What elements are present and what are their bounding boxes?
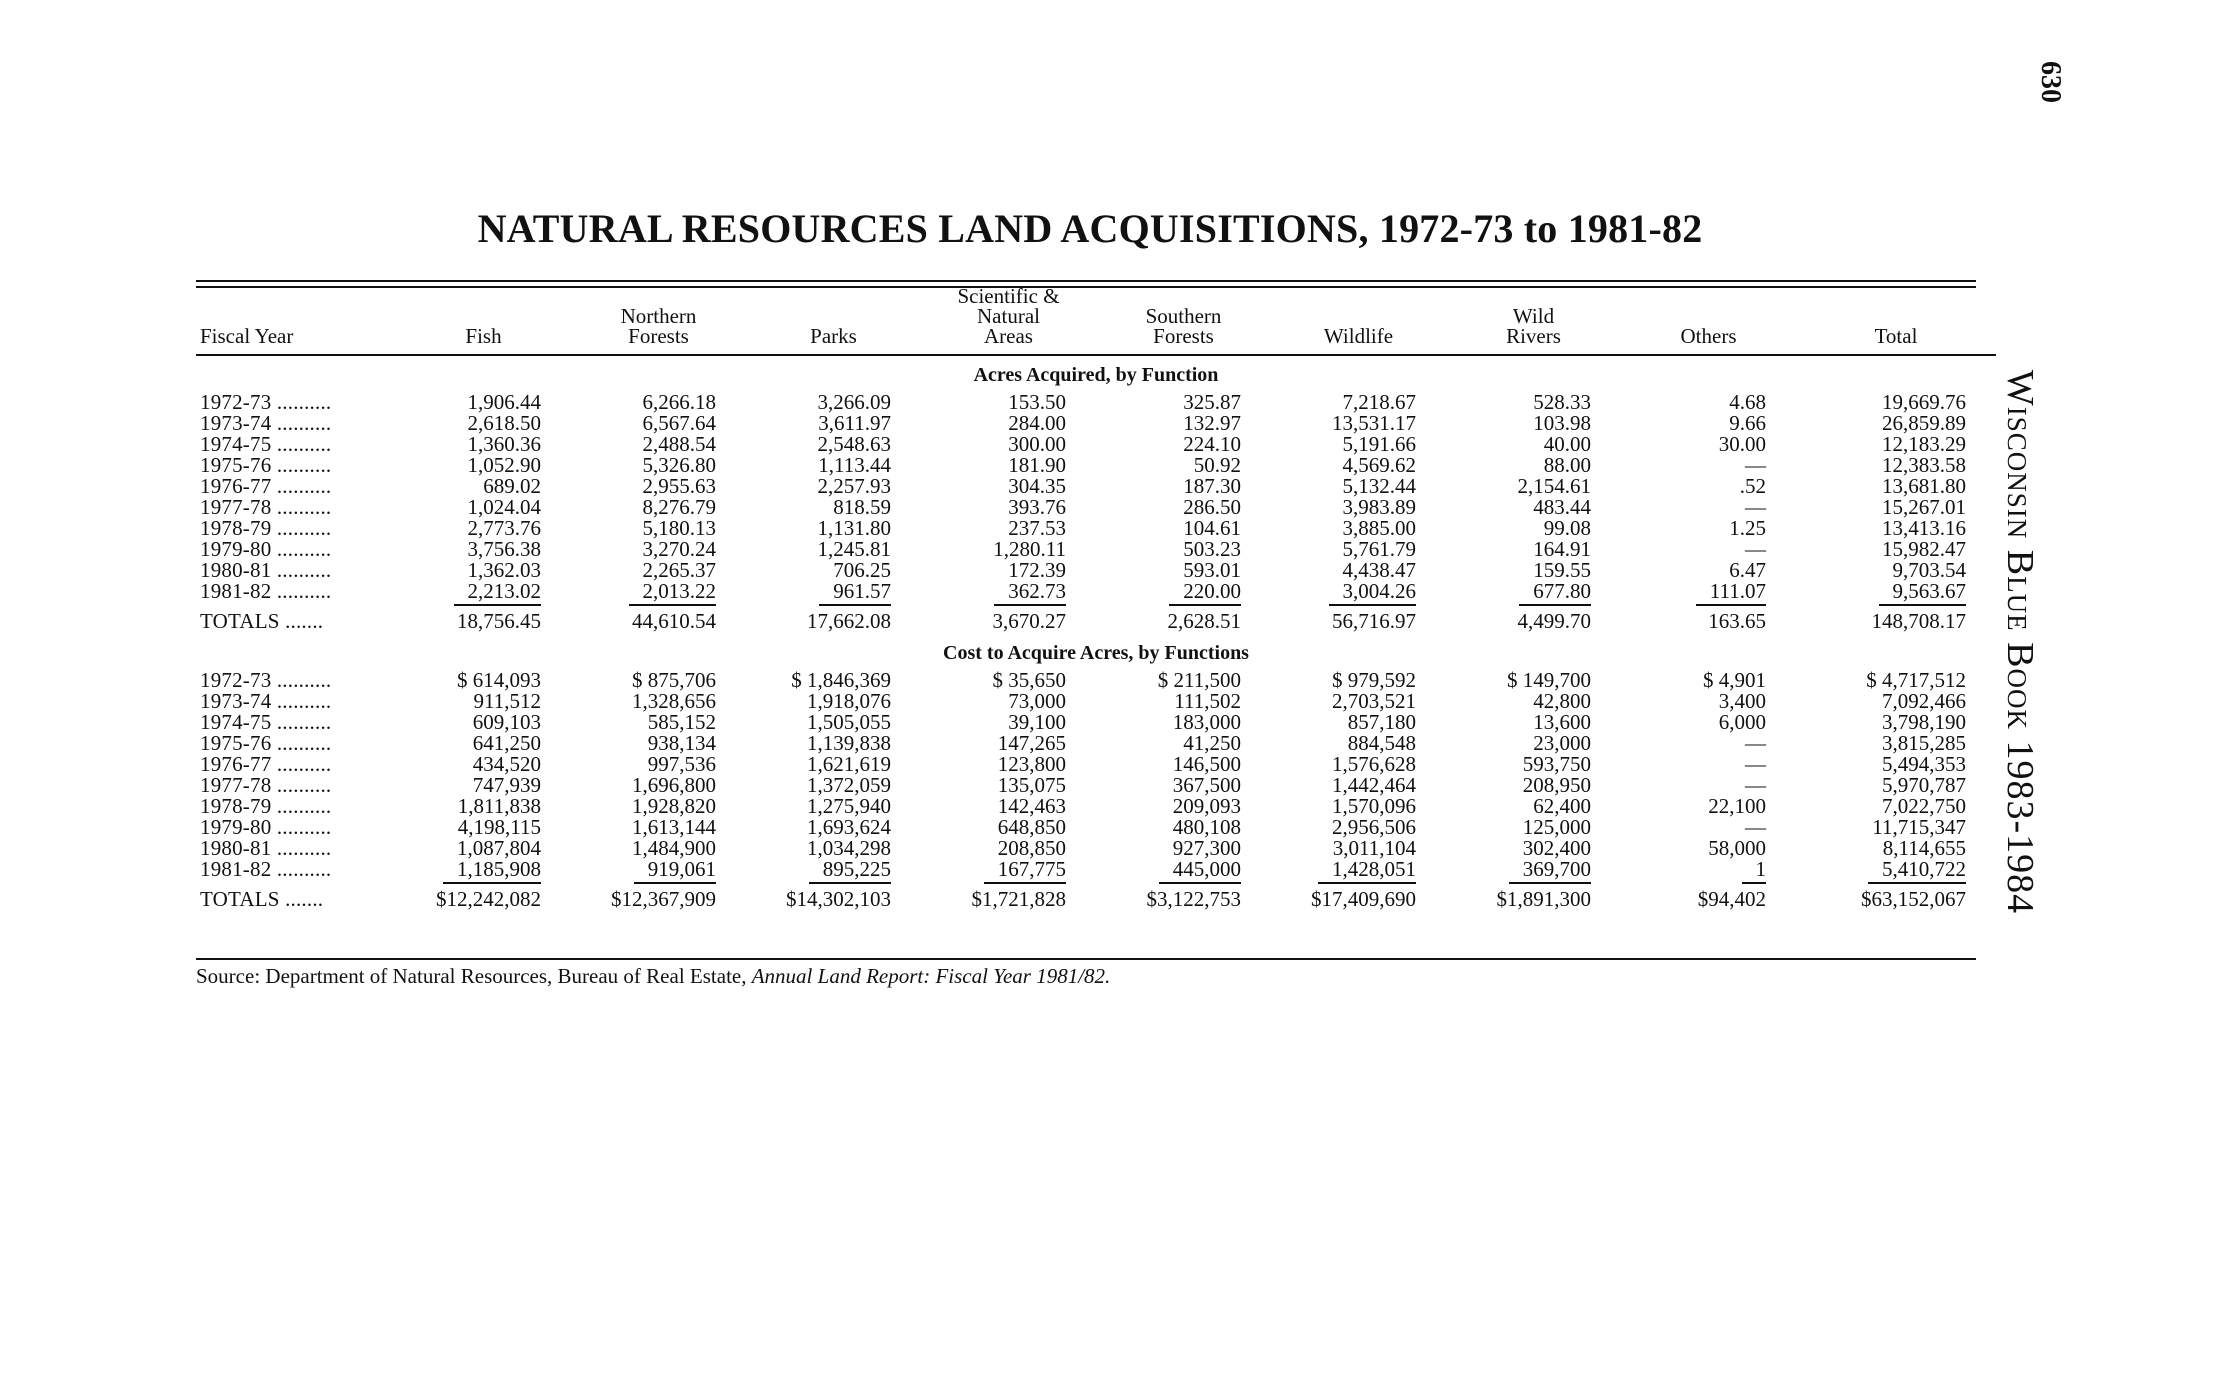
value-cell: 1,328,656 — [632, 689, 716, 713]
value-cell — [571, 581, 746, 602]
value-cell: 11,715,347 — [1872, 815, 1966, 839]
value-cell — [396, 581, 571, 602]
value-cell: 2,488.54 — [642, 432, 716, 456]
value-cell: — — [1745, 815, 1766, 839]
table-row — [196, 775, 1996, 796]
header-line: Northern — [620, 304, 697, 328]
header-others: Others — [1621, 286, 1796, 355]
value-cell: 30.00 — [1718, 432, 1766, 456]
value-cell: 286.50 — [1183, 495, 1241, 519]
acres-heading: Acres Acquired, by Function — [973, 363, 1219, 386]
value-cell: — — [1745, 752, 1766, 776]
value-cell: 1,505,055 — [807, 710, 891, 734]
value-cell: 1,484,900 — [632, 836, 716, 860]
value-cell: $ 4,717,512 — [1866, 668, 1966, 692]
totals-row — [196, 880, 1996, 912]
totals-label: TOTALS ....... — [200, 608, 324, 633]
value-cell: 1,034,298 — [807, 836, 891, 860]
header-fish: Fish — [396, 286, 571, 355]
fiscal-year-cell: 1974-75 .......... — [200, 432, 332, 456]
value-cell: 1,139,838 — [807, 731, 891, 755]
value-cell: 503.23 — [1183, 537, 1241, 561]
value-cell: 8,276.79 — [642, 495, 716, 519]
value-cell: 7,022,750 — [1882, 794, 1966, 818]
fiscal-year-cell: 1980-81 .......... — [200, 558, 332, 582]
value-cell: $94,402 — [1697, 886, 1766, 911]
header-line: Rivers — [1506, 324, 1561, 348]
value-cell — [921, 859, 1096, 880]
underlined-value: 919,061 — [634, 857, 716, 884]
value-cell: 1,372,059 — [807, 773, 891, 797]
value-cell: 2,703,521 — [1332, 689, 1416, 713]
fiscal-year-cell: 1980-81 .......... — [200, 836, 332, 860]
value-cell: 208,950 — [1522, 773, 1591, 797]
value-cell: 3,756.38 — [467, 537, 541, 561]
value-cell: 304.35 — [1008, 474, 1066, 498]
section-heading-row — [196, 355, 1996, 392]
value-cell: 284.00 — [1008, 411, 1066, 435]
value-cell: $1,721,828 — [971, 886, 1066, 911]
fiscal-year-cell: 1976-77 .......... — [200, 474, 332, 498]
table-row — [196, 581, 1996, 602]
value-cell: 4,569.62 — [1342, 453, 1416, 477]
value-cell: 7,092,466 — [1882, 689, 1966, 713]
underlined-value: 369,700 — [1509, 857, 1591, 884]
fiscal-year-cell: 1973-74 .......... — [200, 411, 332, 435]
value-cell: 3,815,285 — [1882, 731, 1966, 755]
value-cell: 483.44 — [1533, 495, 1591, 519]
value-cell: 18,756.45 — [457, 608, 541, 633]
value-cell: 2,265.37 — [642, 558, 716, 582]
value-cell: 3,885.00 — [1342, 516, 1416, 540]
value-cell: 1,113.44 — [818, 453, 891, 477]
value-cell: $1,891,300 — [1496, 886, 1591, 911]
totals-row — [196, 602, 1996, 634]
underlined-value: 677.80 — [1519, 579, 1591, 606]
value-cell: 15,267.01 — [1882, 495, 1966, 519]
value-cell: 2,628.51 — [1167, 608, 1241, 633]
fiscal-year-cell: 1974-75 .......... — [200, 710, 332, 734]
value-cell: 857,180 — [1347, 710, 1416, 734]
value-cell — [1271, 859, 1446, 880]
value-cell: 884,548 — [1347, 731, 1416, 755]
costs-heading: Cost to Acquire Acres, by Functions — [943, 641, 1249, 664]
underlined-value: 2,013.22 — [629, 579, 717, 606]
value-cell: 938,134 — [647, 731, 716, 755]
value-cell: 1,360.36 — [467, 432, 541, 456]
value-cell: 302,400 — [1522, 836, 1591, 860]
underlined-value: 3,004.26 — [1329, 579, 1417, 606]
header-row — [196, 286, 1996, 355]
value-cell: $3,122,753 — [1146, 886, 1241, 911]
value-cell — [396, 859, 571, 880]
value-cell: $ 4,901 — [1703, 668, 1766, 692]
value-cell: 88.00 — [1543, 453, 1591, 477]
value-cell: $ 614,093 — [457, 668, 541, 692]
value-cell: — — [1745, 537, 1766, 561]
land-acquisitions-table — [196, 286, 1996, 912]
value-cell: — — [1745, 773, 1766, 797]
value-cell: 593,750 — [1522, 752, 1591, 776]
value-cell: 23,000 — [1533, 731, 1591, 755]
header-total: Total — [1796, 286, 1996, 355]
underlined-value: 5,410,722 — [1868, 857, 1966, 884]
underlined-value: 1 — [1742, 857, 1767, 884]
header-line: Natural — [977, 304, 1040, 328]
value-cell — [746, 859, 921, 880]
underlined-value: 111.07 — [1696, 579, 1766, 606]
fiscal-year-cell: 1979-80 .......... — [200, 815, 332, 839]
value-cell: 6,266.18 — [642, 390, 716, 414]
value-cell: $ 211,500 — [1157, 668, 1241, 692]
value-cell — [1796, 859, 1996, 880]
value-cell: 706.25 — [833, 558, 891, 582]
value-cell: $ 149,700 — [1507, 668, 1591, 692]
table-row — [196, 817, 1996, 838]
table-container — [196, 286, 1976, 912]
fiscal-year-cell: 1977-78 .......... — [200, 495, 332, 519]
table-row — [196, 539, 1996, 560]
value-cell: 1,693,624 — [807, 815, 891, 839]
table-row — [196, 518, 1996, 539]
value-cell: 62,400 — [1533, 794, 1591, 818]
header-parks: Parks — [746, 286, 921, 355]
value-cell: 5,132.44 — [1342, 474, 1416, 498]
value-cell: $ 875,706 — [632, 668, 716, 692]
value-cell: 1,621,619 — [807, 752, 891, 776]
value-cell: 123,800 — [997, 752, 1066, 776]
value-cell: 1,275,940 — [807, 794, 891, 818]
value-cell: 997,536 — [647, 752, 716, 776]
fiscal-year-cell: 1978-79 .......... — [200, 516, 332, 540]
value-cell: 1,918,076 — [807, 689, 891, 713]
value-cell: 2,154.61 — [1517, 474, 1591, 498]
value-cell — [1446, 859, 1621, 880]
value-cell: 1,442,464 — [1332, 773, 1416, 797]
costs-section — [196, 634, 1996, 912]
value-cell: 528.33 — [1533, 390, 1591, 414]
value-cell: 325.87 — [1183, 390, 1241, 414]
table-row — [196, 838, 1996, 859]
table-row — [196, 455, 1996, 476]
value-cell: 22,100 — [1708, 794, 1766, 818]
value-cell: 209,093 — [1172, 794, 1241, 818]
value-cell: 147,265 — [997, 731, 1066, 755]
value-cell: 163.65 — [1708, 608, 1766, 633]
value-cell: 153.50 — [1008, 390, 1066, 414]
value-cell: 434,520 — [472, 752, 541, 776]
value-cell: 142,463 — [997, 794, 1066, 818]
value-cell: 9.66 — [1729, 411, 1766, 435]
value-cell: 104.61 — [1183, 516, 1241, 540]
table-row — [196, 712, 1996, 733]
value-cell: 5,970,787 — [1882, 773, 1966, 797]
value-cell: 125,000 — [1522, 815, 1591, 839]
value-cell: 135,075 — [997, 773, 1066, 797]
value-cell: 1,052.90 — [467, 453, 541, 477]
table-row — [196, 733, 1996, 754]
value-cell: 1,906.44 — [467, 390, 541, 414]
value-cell: 183,000 — [1172, 710, 1241, 734]
value-cell: 132.97 — [1183, 411, 1241, 435]
value-cell: 1,928,820 — [632, 794, 716, 818]
value-cell: 7,218.67 — [1342, 390, 1416, 414]
value-cell: 818.59 — [833, 495, 891, 519]
table-row — [196, 754, 1996, 775]
value-cell: 1,280.11 — [993, 537, 1066, 561]
value-cell: 181.90 — [1008, 453, 1066, 477]
value-cell: 224.10 — [1183, 432, 1241, 456]
value-cell: 2,257.93 — [817, 474, 891, 498]
value-cell: $12,367,909 — [611, 886, 716, 911]
value-cell: 19,669.76 — [1882, 390, 1966, 414]
value-cell: 300.00 — [1008, 432, 1066, 456]
value-cell: 146,500 — [1172, 752, 1241, 776]
value-cell: 2,773.76 — [467, 516, 541, 540]
table-row — [196, 859, 1996, 880]
header-line: Forests — [628, 324, 689, 348]
underlined-value: 445,000 — [1159, 857, 1241, 884]
value-cell: 208,850 — [997, 836, 1066, 860]
fiscal-year-cell: 1977-78 .......... — [200, 773, 332, 797]
value-cell — [746, 581, 921, 602]
table-row — [196, 796, 1996, 817]
value-cell: 593.01 — [1183, 558, 1241, 582]
value-cell: 164.91 — [1533, 537, 1591, 561]
top-rule-1 — [196, 280, 1976, 282]
value-cell: 13,413.16 — [1882, 516, 1966, 540]
value-cell: 41,250 — [1183, 731, 1241, 755]
value-cell: 2,548.63 — [817, 432, 891, 456]
underlined-value: 1,185,908 — [443, 857, 541, 884]
header-line: Areas — [984, 324, 1033, 348]
value-cell: 26,859.89 — [1882, 411, 1966, 435]
value-cell: $ 1,846,369 — [791, 668, 891, 692]
value-cell: 3,983.89 — [1342, 495, 1416, 519]
value-cell: $ 979,592 — [1332, 668, 1416, 692]
value-cell: 4.68 — [1729, 390, 1766, 414]
fiscal-year-cell: 1973-74 .......... — [200, 689, 332, 713]
value-cell: $12,242,082 — [436, 886, 541, 911]
header-wildlife: Wildlife — [1271, 286, 1446, 355]
table-row — [196, 560, 1996, 581]
value-cell: 2,955.63 — [642, 474, 716, 498]
value-cell — [1096, 581, 1271, 602]
fiscal-year-cell: 1972-73 .......... — [200, 668, 332, 692]
underlined-value: 961.57 — [819, 579, 891, 606]
value-cell: 17,662.08 — [807, 608, 891, 633]
value-cell: $14,302,103 — [786, 886, 891, 911]
value-cell: 641,250 — [472, 731, 541, 755]
value-cell: 12,183.29 — [1882, 432, 1966, 456]
source-text: Source: Department of Natural Resources, Bureau of Real Estate, — [196, 964, 752, 988]
value-cell: 480,108 — [1172, 815, 1241, 839]
value-cell: 585,152 — [647, 710, 716, 734]
source-title: Annual Land Report: Fiscal Year 1981/82. — [751, 964, 1111, 988]
section-heading-row — [196, 634, 1996, 670]
value-cell: 5,180.13 — [642, 516, 716, 540]
fiscal-year-cell: 1972-73 .......... — [200, 390, 332, 414]
value-cell: 2,618.50 — [467, 411, 541, 435]
value-cell: 609,103 — [472, 710, 541, 734]
value-cell: 2,956,506 — [1332, 815, 1416, 839]
header-fiscal-year: Fiscal Year — [196, 286, 396, 355]
value-cell: 5,494,353 — [1882, 752, 1966, 776]
value-cell: 187.30 — [1183, 474, 1241, 498]
value-cell: 6,567.64 — [642, 411, 716, 435]
header-wild-rivers — [1446, 286, 1621, 355]
table-row — [196, 434, 1996, 455]
underlined-value: 2,213.02 — [454, 579, 542, 606]
table-title: NATURAL RESOURCES LAND ACQUISITIONS, 1972-73 to 1981-82 — [477, 206, 1703, 251]
value-cell — [1621, 859, 1796, 880]
running-head: Wisconsin Blue Book 1983-1984 — [1999, 369, 2041, 915]
value-cell: 8,114,655 — [1882, 836, 1966, 860]
value-cell: 13,600 — [1533, 710, 1591, 734]
value-cell: 5,191.66 — [1342, 432, 1416, 456]
value-cell: 3,798,190 — [1882, 710, 1966, 734]
table-row — [196, 670, 1996, 691]
underlined-value: 895,225 — [809, 857, 891, 884]
value-cell: 50.92 — [1193, 453, 1241, 477]
value-cell — [571, 859, 746, 880]
table-row — [196, 392, 1996, 413]
totals-label: TOTALS ....... — [200, 886, 324, 911]
value-cell: 172.39 — [1008, 558, 1066, 582]
value-cell: 5,326.80 — [642, 453, 716, 477]
header-scientific-areas — [921, 286, 1096, 355]
value-cell: 1,811,838 — [457, 794, 541, 818]
value-cell: 148,708.17 — [1871, 608, 1966, 633]
value-cell: — — [1745, 731, 1766, 755]
underlined-value: 362.73 — [994, 579, 1066, 606]
value-cell: 73,000 — [1008, 689, 1066, 713]
table-row — [196, 691, 1996, 712]
value-cell: 1.25 — [1729, 516, 1766, 540]
underlined-value: 167,775 — [984, 857, 1066, 884]
value-cell: 747,939 — [472, 773, 541, 797]
value-cell: 367,500 — [1172, 773, 1241, 797]
value-cell: 3,670.27 — [992, 608, 1066, 633]
value-cell: 40.00 — [1543, 432, 1591, 456]
value-cell: — — [1745, 495, 1766, 519]
fiscal-year-cell: 1976-77 .......... — [200, 752, 332, 776]
value-cell: 237.53 — [1008, 516, 1066, 540]
value-cell: 6,000 — [1718, 710, 1766, 734]
value-cell: 911,512 — [473, 689, 541, 713]
value-cell: 13,531.17 — [1332, 411, 1416, 435]
underlined-value: 220.00 — [1169, 579, 1241, 606]
value-cell: 1,696,800 — [632, 773, 716, 797]
value-cell: 3,270.24 — [642, 537, 716, 561]
fiscal-year-cell: 1975-76 .......... — [200, 453, 332, 477]
value-cell: 1,245.81 — [817, 537, 891, 561]
value-cell: 111,502 — [1174, 689, 1241, 713]
underlined-value: 1,428,051 — [1318, 857, 1416, 884]
value-cell: 4,499.70 — [1517, 608, 1591, 633]
source-note — [196, 958, 1976, 989]
value-cell — [1621, 581, 1796, 602]
value-cell: 42,800 — [1533, 689, 1591, 713]
value-cell: 12,383.58 — [1882, 453, 1966, 477]
value-cell: 5,761.79 — [1342, 537, 1416, 561]
value-cell: 1,087,804 — [457, 836, 541, 860]
value-cell: 648,850 — [997, 815, 1066, 839]
value-cell: 39,100 — [1008, 710, 1066, 734]
underlined-value: 9,563.67 — [1879, 579, 1967, 606]
value-cell: 44,610.54 — [632, 608, 716, 633]
value-cell: 689.02 — [483, 474, 541, 498]
value-cell: 1,131.80 — [817, 516, 891, 540]
value-cell: 4,438.47 — [1342, 558, 1416, 582]
value-cell: 4,198,115 — [457, 815, 541, 839]
value-cell: 103.98 — [1533, 411, 1591, 435]
header-line: Scientific & — [957, 284, 1060, 308]
value-cell: 15,982.47 — [1882, 537, 1966, 561]
value-cell — [1096, 859, 1271, 880]
value-cell: 3,611.97 — [818, 411, 891, 435]
value-cell: 58,000 — [1708, 836, 1766, 860]
value-cell: $63,152,067 — [1861, 886, 1966, 911]
value-cell — [921, 581, 1096, 602]
table-row — [196, 476, 1996, 497]
header-northern-forests — [571, 286, 746, 355]
value-cell: 159.55 — [1533, 558, 1591, 582]
fiscal-year-cell: 1978-79 .......... — [200, 794, 332, 818]
value-cell — [1446, 581, 1621, 602]
value-cell: 56,716.97 — [1332, 608, 1416, 633]
value-cell: 1,024.04 — [467, 495, 541, 519]
acres-section — [196, 355, 1996, 634]
value-cell: 13,681.80 — [1882, 474, 1966, 498]
header-line: Forests — [1153, 324, 1214, 348]
value-cell: 1,613,144 — [632, 815, 716, 839]
value-cell: 3,266.09 — [817, 390, 891, 414]
fiscal-year-cell: 1979-80 .......... — [200, 537, 332, 561]
value-cell: 927,300 — [1172, 836, 1241, 860]
value-cell: 1,570,096 — [1332, 794, 1416, 818]
value-cell: 393.76 — [1008, 495, 1066, 519]
value-cell: 6.47 — [1729, 558, 1766, 582]
fiscal-year-cell: 1981-82 .......... — [200, 579, 332, 603]
table-row — [196, 413, 1996, 434]
header-southern-forests — [1096, 286, 1271, 355]
value-cell: 99.08 — [1543, 516, 1591, 540]
table-row — [196, 497, 1996, 518]
fiscal-year-cell: 1975-76 .......... — [200, 731, 332, 755]
value-cell: 9,703.54 — [1892, 558, 1966, 582]
value-cell: 3,011,104 — [1332, 836, 1416, 860]
value-cell: — — [1745, 453, 1766, 477]
value-cell: $17,409,690 — [1311, 886, 1416, 911]
value-cell: 3,400 — [1718, 689, 1766, 713]
page-number: 630 — [2035, 61, 2066, 103]
fiscal-year-cell: 1981-82 .......... — [200, 857, 332, 881]
value-cell — [1271, 581, 1446, 602]
header-line: Southern — [1145, 304, 1222, 328]
value-cell: 1,576,628 — [1332, 752, 1416, 776]
value-cell — [1796, 581, 1996, 602]
value-cell: .52 — [1739, 474, 1766, 498]
value-cell: $ 35,650 — [992, 668, 1066, 692]
header-line: Wild — [1512, 304, 1555, 328]
value-cell: 1,362.03 — [467, 558, 541, 582]
